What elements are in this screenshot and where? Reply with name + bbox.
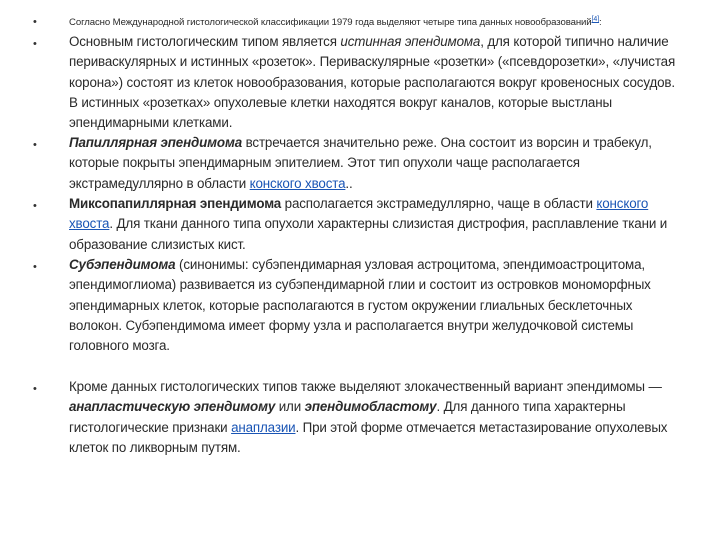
bullet-icon: • bbox=[33, 139, 37, 151]
intro-end: : bbox=[599, 17, 602, 29]
link-cauda-equina[interactable]: конского хвоста bbox=[249, 175, 346, 191]
reference-link[interactable]: [4] bbox=[591, 16, 600, 23]
term-true-ependymoma: истинная эпендимома bbox=[340, 34, 481, 49]
term-subependymoma: Субэпендимома bbox=[69, 257, 176, 272]
intro-sentence: Согласно Международной гистологической классификации 1979 года выделяют четыре типа данных новообразований bbox=[69, 17, 592, 29]
bullet-icon: • bbox=[33, 383, 37, 395]
paragraph-true-ependymoma: Основным гистологическим типом является истинная эпендимома, для которой типично наличие периваскулярных и истинных «розеток». Периваскулярные «розетки» («псевдорозетки», «лучистая корона») состоят из клеток новообразования, которые располагаются вокруг кровеносных сосудов. В истинных «розетках» опухолевые клетки находятся вокруг каналов, которые выстланы эпендимарными клетками. bbox=[69, 34, 676, 131]
paragraph-myxopapillary: Миксопапиллярная эпендимома располагается экстрамедуллярно, чаще в области конского хвоста. Для ткани данного типа опухоли характерны слизистая дистрофия, расплавление ткани и образование слизистых кист. bbox=[69, 196, 668, 252]
paragraph-subependymoma: Субэпендимома (синонимы: субэпендимарная узловая астроцитома, эпендимоастроцитома, эпендимоглиома) развивается из субэпендимарной глии и состоит из островков мономорфных эпендимарных клеток, которые располагаются в густом окружении глиальных бесклеточных волокон. Субэпендимома имеет форму узла и располагается внутри желудочковой системы головного мозга. bbox=[69, 257, 651, 354]
term-ependymoblastoma: эпендимобластому bbox=[304, 399, 437, 415]
bullet-icon: • bbox=[33, 200, 37, 212]
link-anaplasia[interactable]: анаплазии bbox=[231, 419, 296, 435]
term-anaplastic-ependymoma: анапластическую эпендимому bbox=[69, 399, 276, 415]
term-papillary-ependymoma: Папиллярная эпендимома bbox=[69, 135, 243, 150]
bullet-icon: • bbox=[33, 38, 37, 50]
bullet-icon: • bbox=[33, 16, 37, 28]
bullet-icon: • bbox=[33, 261, 37, 273]
intro-text bbox=[69, 14, 681, 29]
paragraph-papillary: Папиллярная эпендимома встречается значительно реже. Она состоит из ворсин и трабекул, которые покрыты эпендимарным эпителием. Этот тип опухоли чаще располагается экстрамедуллярно в области конского хвоста.. bbox=[69, 135, 652, 191]
link-cauda-equina[interactable]: конского хвоста bbox=[69, 196, 649, 232]
paragraph-anaplastic: Кроме данных гистологических типов также выделяют злокачественный вариант эпендимомы — анапластическую эпендимому или эпендимобластому. Для данного типа характерны гистологические признаки анаплазии. При этой форме отмечается метастазирование опухолевых клеток по ликворным путям. bbox=[69, 379, 668, 455]
term-myxopapillary-ependymoma: Миксопапиллярная эпендимома bbox=[69, 196, 282, 211]
